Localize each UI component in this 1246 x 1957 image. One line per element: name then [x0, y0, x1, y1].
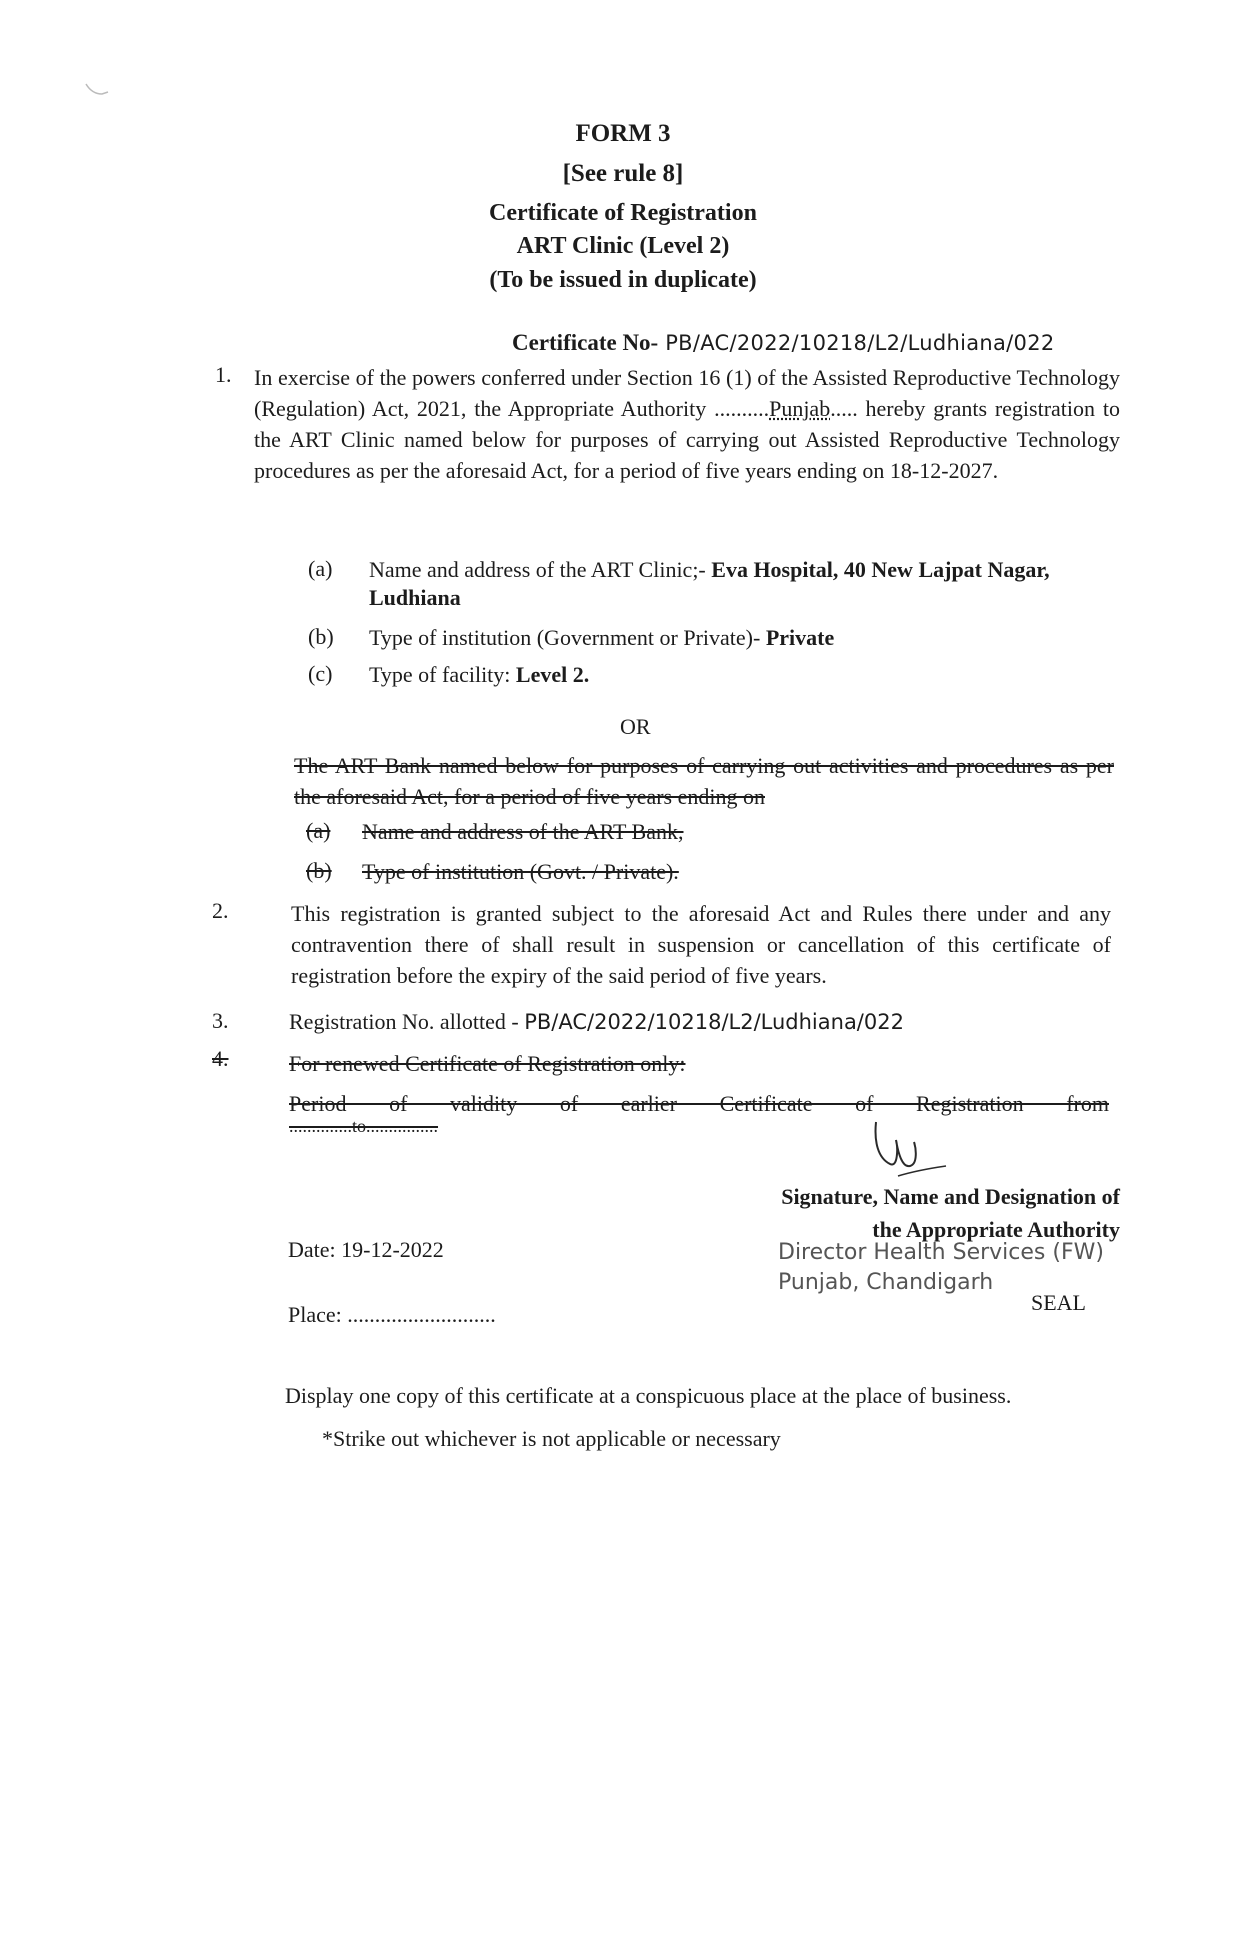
place-line: Place: ...........................: [288, 1302, 496, 1327]
document-subtitle: ART Clinic (Level 2): [516, 233, 730, 259]
item-c-text: [369, 661, 1119, 689]
struck-bank-b-label: (b): [306, 858, 332, 883]
institution-type: Private: [765, 625, 835, 650]
section-3-number: 3.: [212, 1008, 229, 1033]
item-a-text: [369, 556, 1119, 612]
or-separator: OR: [620, 714, 651, 739]
section-1-text-a: In exercise of the powers conferred under Section 16 (1) of the Assisted Reproductive Technology (Regulation) Act, 2021, the Appropriate Authority: [254, 365, 1120, 421]
struck-bank-b-text: Type of institution (Govt. / Private).: [362, 859, 679, 884]
struck-bank-a-text: Name and address of the ART Bank,: [362, 819, 684, 844]
rule-reference: [See rule 8]: [562, 160, 684, 187]
section-4-text: Period of validity of earlier Certificate of Registration from: [289, 1091, 1109, 1116]
registration-label: Registration No. allotted -: [289, 1009, 525, 1034]
clinic-name-address: Eva Hospital, 40 New Lajpat Nagar, Ludhiana: [369, 557, 1050, 610]
struck-bank-a-label: (a): [306, 818, 331, 843]
section-2-text: This registration is granted subject to the aforesaid Act and Rules there under and any contravention there of shall result in suspension or cancellation of this certificate of registration before the expiry of the said period of five years.: [291, 901, 1111, 988]
signature-line-1: Signature, Name and Designation of: [781, 1184, 1120, 1209]
section-4-title: For renewed Certificate of Registration only:: [289, 1051, 686, 1076]
item-a-label: (a): [308, 556, 333, 581]
handwritten-signature: [868, 1118, 948, 1188]
item-b-text: [369, 624, 1119, 652]
display-instruction: Display one copy of this certificate at a conspicuous place at the place of business.: [285, 1383, 1012, 1408]
struck-art-bank-text: The ART Bank named below for purposes of carrying out activities and procedures as per the aforesaid Act, for a period of five years ending on: [294, 753, 1114, 809]
section-1-number: 1.: [215, 362, 232, 387]
authority-name: Punjab: [769, 396, 831, 421]
authority-dots-before: ..........: [714, 396, 770, 421]
item-c-description: Type of facility:: [369, 662, 516, 687]
section-4-number: 4.: [212, 1046, 229, 1071]
strike-out-note: *Strike out whichever is not applicable or necessary: [322, 1426, 781, 1451]
item-a-description: Name and address of the ART Clinic;-: [369, 557, 712, 582]
item-b-description: Type of institution (Government or Private)-: [369, 625, 766, 650]
date-line: Date: 19-12-2022: [288, 1237, 444, 1262]
signature-block: [700, 1180, 1120, 1246]
section-1-text-b: hereby grants registration to the ART Clinic named below for purposes of carrying out Assisted Reproductive Technology procedures as per the aforesaid Act, for a period of five years ending on 18-12-2027.: [254, 396, 1120, 483]
facility-type: Level 2.: [515, 662, 590, 687]
section-1-text: [254, 362, 1120, 486]
scan-mark-icon: [84, 80, 114, 100]
section-2-number: 2.: [212, 898, 229, 923]
signature-line-2: the Appropriate Authority: [872, 1217, 1120, 1242]
authority-stamp-line-1: Director Health Services (FW): [778, 1240, 1104, 1265]
authority-dots-after: .....: [830, 396, 858, 421]
certificate-number-label: Certificate No-: [512, 330, 659, 355]
document-title: Certificate of Registration: [489, 200, 757, 226]
certificate-number: PB/AC/2022/10218/L2/Ludhiana/022: [658, 331, 1055, 355]
form-number: FORM 3: [575, 120, 671, 147]
item-c-label: (c): [308, 661, 333, 686]
certificate-number-line: [512, 330, 1055, 356]
duplicate-note: (To be issued in duplicate): [489, 267, 757, 293]
section-3-text: [289, 1008, 1109, 1036]
item-b-label: (b): [308, 624, 334, 649]
seal-label: SEAL: [1031, 1290, 1086, 1315]
authority-stamp-line-2: Punjab, Chandigarh: [778, 1270, 994, 1295]
section-4-dots: ..............to................: [289, 1116, 439, 1136]
registration-number: PB/AC/2022/10218/L2/Ludhiana/022: [524, 1010, 904, 1034]
